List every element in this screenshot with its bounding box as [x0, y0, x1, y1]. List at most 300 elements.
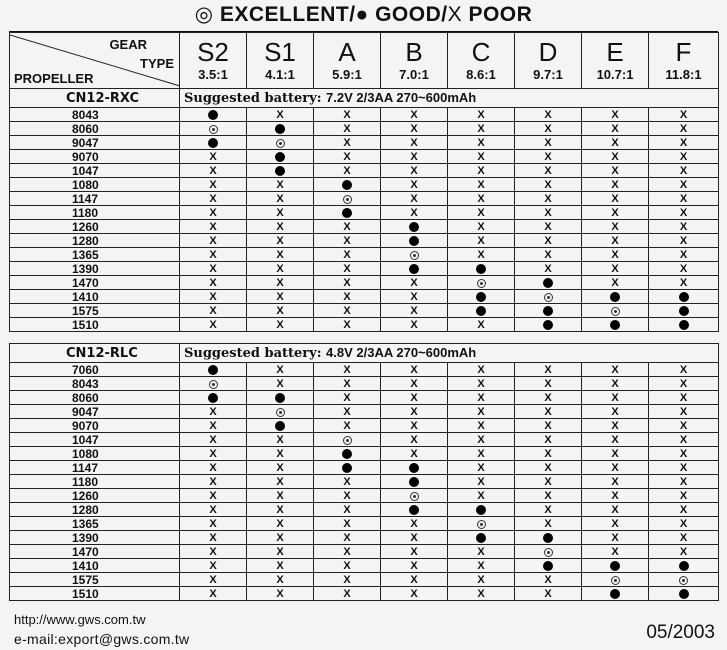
poor-x-icon: X	[544, 235, 552, 247]
table-row	[10, 108, 719, 122]
rating-cell	[247, 262, 314, 276]
rating-cell	[180, 503, 247, 517]
rating-cell	[314, 192, 381, 206]
propeller-size: 1365	[10, 248, 180, 262]
rating-cell	[515, 150, 582, 164]
poor-x-icon: X	[209, 249, 217, 261]
poor-x-icon: X	[276, 560, 284, 572]
table-row	[10, 531, 719, 545]
poor-x-icon: X	[276, 462, 284, 474]
rating-cell	[582, 489, 649, 503]
rating-cell	[649, 475, 719, 489]
poor-x-icon: X	[410, 291, 418, 303]
poor-x-icon: X	[276, 221, 284, 233]
table-row	[10, 248, 719, 262]
poor-x-icon: X	[477, 179, 485, 191]
rating-cell	[448, 405, 515, 419]
poor-x-icon: X	[276, 546, 284, 558]
poor-x-icon: X	[611, 364, 619, 376]
rating-cell	[582, 363, 649, 377]
table-row	[10, 461, 719, 475]
poor-x-icon: X	[544, 123, 552, 135]
poor-x-icon: X	[209, 434, 217, 446]
poor-x-icon: X	[611, 392, 619, 404]
poor-x-icon: X	[611, 263, 619, 275]
rating-cell	[582, 405, 649, 419]
rating-cell	[381, 150, 448, 164]
rating-cell	[381, 290, 448, 304]
poor-x-icon: X	[679, 109, 688, 121]
rating-cell	[649, 559, 719, 573]
poor-x-icon: X	[209, 406, 217, 418]
poor-x-icon: X	[276, 319, 284, 331]
propeller-size: 1575	[10, 573, 180, 587]
gear-ratio: 8.6:1	[466, 67, 496, 82]
rating-cell	[448, 192, 515, 206]
poor-x-icon: X	[343, 392, 351, 404]
poor-x-icon: X	[343, 277, 351, 289]
poor-x-icon: X	[679, 420, 688, 432]
gear-code: D	[538, 37, 558, 67]
poor-x-icon: X	[209, 291, 217, 303]
rating-cell	[515, 559, 582, 573]
rating-cell	[515, 517, 582, 531]
rating-cell	[649, 489, 719, 503]
rating-cell	[649, 150, 719, 164]
excellent-circle-icon	[544, 293, 553, 302]
rating-cell	[381, 178, 448, 192]
rating-cell	[247, 391, 314, 405]
poor-x-icon: X	[679, 532, 688, 544]
rating-cell	[247, 290, 314, 304]
propeller-size: 1180	[10, 206, 180, 220]
rating-cell	[448, 248, 515, 262]
table-row	[10, 262, 719, 276]
rating-cell	[649, 503, 719, 517]
rating-cell	[381, 517, 448, 531]
table-row	[10, 234, 719, 248]
poor-symbol-icon: X	[447, 3, 463, 26]
rating-cell	[582, 377, 649, 391]
battery-spec: 4.8V 2/3AA 270~600mAh	[326, 345, 477, 360]
poor-x-icon: X	[343, 504, 351, 516]
poor-x-icon: X	[611, 518, 619, 530]
poor-x-icon: X	[343, 151, 351, 163]
good-dot-icon	[679, 561, 689, 571]
good-dot-icon	[342, 180, 352, 190]
poor-x-icon: X	[410, 588, 418, 600]
rating-cell	[314, 559, 381, 573]
poor-x-icon: X	[544, 434, 552, 446]
table-row	[10, 136, 719, 150]
poor-x-icon: X	[477, 574, 485, 586]
rating-cell	[649, 206, 719, 220]
propeller-size: 1390	[10, 531, 180, 545]
poor-x-icon: X	[276, 448, 284, 460]
rating-cell	[448, 276, 515, 290]
rating-cell	[180, 419, 247, 433]
rating-cell	[582, 108, 649, 122]
rating-cell	[515, 363, 582, 377]
rating-cell	[448, 503, 515, 517]
propeller-size: 9070	[10, 419, 180, 433]
rating-cell	[314, 234, 381, 248]
rating-cell	[314, 447, 381, 461]
rating-cell	[649, 122, 719, 136]
rating-cell	[448, 573, 515, 587]
rating-cell	[381, 559, 448, 573]
poor-x-icon: X	[343, 490, 351, 502]
rating-cell	[247, 531, 314, 545]
good-dot-icon	[275, 124, 285, 134]
poor-x-icon: X	[343, 109, 351, 121]
poor-x-icon: X	[679, 462, 688, 474]
rating-cell	[649, 517, 719, 531]
good-dot-icon	[679, 306, 689, 316]
gear-header-row	[10, 33, 719, 89]
date-text: 05/2003	[646, 622, 715, 643]
propeller-size: 1510	[10, 318, 180, 332]
poor-x-icon: X	[209, 504, 217, 516]
rating-cell	[515, 206, 582, 220]
rating-cell	[247, 489, 314, 503]
poor-x-icon: X	[611, 448, 619, 460]
poor-x-icon: X	[410, 207, 418, 219]
poor-x-icon: X	[343, 165, 351, 177]
good-dot-icon	[543, 320, 553, 330]
gear-code: C	[471, 37, 491, 67]
poor-x-icon: X	[544, 490, 552, 502]
poor-x-icon: X	[611, 179, 619, 191]
rating-cell	[582, 234, 649, 248]
poor-x-icon: X	[209, 588, 217, 600]
propeller-size: 1260	[10, 489, 180, 503]
rating-cell	[314, 517, 381, 531]
good-dot-icon	[275, 393, 285, 403]
rating-cell	[381, 136, 448, 150]
poor-x-icon: X	[679, 504, 688, 516]
rlc-table	[9, 343, 719, 601]
rating-cell	[515, 304, 582, 318]
poor-x-icon: X	[410, 392, 418, 404]
good-dot-icon	[610, 589, 620, 599]
rating-cell	[381, 363, 448, 377]
rating-cell	[515, 276, 582, 290]
rating-cell	[515, 220, 582, 234]
poor-x-icon: X	[276, 476, 284, 488]
poor-x-icon: X	[544, 193, 552, 205]
propeller-size: 1410	[10, 290, 180, 304]
rating-cell	[448, 559, 515, 573]
rating-cell	[381, 248, 448, 262]
propeller-size: 9070	[10, 150, 180, 164]
rating-cell	[582, 150, 649, 164]
gear-code: B	[405, 37, 423, 67]
propeller-size: 1575	[10, 304, 180, 318]
rating-cell	[582, 461, 649, 475]
rating-cell	[448, 475, 515, 489]
rating-cell	[448, 178, 515, 192]
good-dot-icon	[409, 505, 419, 515]
poor-x-icon: X	[477, 420, 485, 432]
rating-cell	[649, 405, 719, 419]
poor-x-icon: X	[343, 249, 351, 261]
poor-x-icon: X	[544, 378, 552, 390]
table-row	[10, 220, 719, 234]
poor-x-icon: X	[410, 434, 418, 446]
gear-code: S2	[197, 37, 229, 67]
poor-x-icon: X	[343, 137, 351, 149]
table-row	[10, 587, 719, 601]
rating-cell	[314, 419, 381, 433]
propeller-size: 1147	[10, 461, 180, 475]
rating-cell	[314, 150, 381, 164]
poor-x-icon: X	[477, 560, 485, 572]
rating-cell	[180, 220, 247, 234]
poor-x-icon: X	[679, 378, 688, 390]
poor-x-icon: X	[343, 305, 351, 317]
poor-x-icon: X	[611, 221, 619, 233]
good-dot-icon	[679, 320, 689, 330]
rating-cell	[180, 206, 247, 220]
rating-cell	[381, 405, 448, 419]
good-dot-icon	[409, 477, 419, 487]
rating-cell	[247, 248, 314, 262]
rating-cell	[381, 262, 448, 276]
poor-x-icon: X	[343, 235, 351, 247]
rating-cell	[381, 419, 448, 433]
poor-x-icon: X	[544, 448, 552, 460]
battery-note	[180, 344, 719, 363]
poor-x-icon: X	[343, 518, 351, 530]
table-row	[10, 178, 719, 192]
section-header-rlc	[10, 344, 719, 363]
poor-x-icon: X	[611, 137, 619, 149]
poor-x-icon: X	[343, 221, 351, 233]
rating-cell	[448, 318, 515, 332]
poor-x-icon: X	[410, 574, 418, 586]
poor-x-icon: X	[679, 249, 688, 261]
poor-x-icon: X	[410, 109, 418, 121]
poor-x-icon: X	[477, 165, 485, 177]
gear-code: A	[338, 37, 356, 67]
poor-x-icon: X	[410, 277, 418, 289]
rating-cell	[582, 192, 649, 206]
poor-x-icon: X	[410, 378, 418, 390]
rating-cell	[515, 489, 582, 503]
good-dot-icon	[543, 533, 553, 543]
poor-x-icon: X	[611, 277, 619, 289]
rating-cell	[515, 531, 582, 545]
rating-cell	[448, 377, 515, 391]
rxc-rows	[10, 108, 719, 332]
poor-x-icon: X	[209, 179, 217, 191]
good-dot-icon	[208, 365, 218, 375]
rating-cell	[247, 150, 314, 164]
propeller-size: 1080	[10, 178, 180, 192]
poor-x-icon: X	[410, 546, 418, 558]
table-row	[10, 318, 719, 332]
poor-x-icon: X	[611, 123, 619, 135]
rating-cell	[381, 276, 448, 290]
poor-x-icon: X	[410, 406, 418, 418]
good-dot-icon	[610, 292, 620, 302]
poor-x-icon: X	[209, 518, 217, 530]
rating-cell	[180, 391, 247, 405]
rating-cell	[515, 234, 582, 248]
poor-x-icon: X	[544, 221, 552, 233]
gear-ratio: 5.9:1	[332, 67, 362, 82]
poor-x-icon: X	[679, 546, 688, 558]
rating-cell	[314, 461, 381, 475]
rating-cell	[247, 304, 314, 318]
excellent-circle-icon	[544, 548, 553, 557]
poor-x-icon: X	[544, 364, 552, 376]
rating-cell	[381, 108, 448, 122]
good-dot-icon	[476, 264, 486, 274]
good-dot-icon	[476, 306, 486, 316]
poor-x-icon: X	[611, 406, 619, 418]
poor-x-icon: X	[477, 207, 485, 219]
good-dot-icon	[610, 320, 620, 330]
rating-cell	[582, 587, 649, 601]
good-dot-icon	[275, 421, 285, 431]
rating-cell	[448, 363, 515, 377]
gear-ratio: 9.7:1	[533, 67, 563, 82]
poor-x-icon: X	[209, 532, 217, 544]
rating-cell	[247, 377, 314, 391]
rating-cell	[448, 108, 515, 122]
table-row	[10, 517, 719, 531]
rating-cell	[515, 405, 582, 419]
poor-x-icon: X	[544, 179, 552, 191]
poor-x-icon: X	[209, 165, 217, 177]
poor-x-icon: X	[544, 504, 552, 516]
rating-cell	[314, 206, 381, 220]
section-name: CN12-RLC	[10, 344, 180, 363]
rating-cell	[381, 531, 448, 545]
poor-x-icon: X	[209, 574, 217, 586]
poor-x-icon: X	[679, 165, 688, 177]
rating-cell	[515, 108, 582, 122]
gear-ratio: 10.7:1	[596, 67, 634, 82]
propeller-size: 1280	[10, 234, 180, 248]
poor-x-icon: X	[410, 518, 418, 530]
rating-cell	[247, 192, 314, 206]
rating-cell	[649, 178, 719, 192]
battery-label: Suggested battery:	[184, 346, 322, 361]
rating-cell	[247, 559, 314, 573]
gear-code: E	[606, 37, 624, 67]
excellent-circle-icon	[477, 279, 486, 288]
rating-cell	[515, 318, 582, 332]
rating-cell	[247, 405, 314, 419]
rating-cell	[582, 475, 649, 489]
poor-x-icon: X	[544, 518, 552, 530]
rating-cell	[582, 178, 649, 192]
rating-cell	[247, 136, 314, 150]
rating-cell	[649, 276, 719, 290]
rating-cell	[314, 489, 381, 503]
rating-cell	[515, 192, 582, 206]
poor-x-icon: X	[209, 490, 217, 502]
poor-x-icon: X	[343, 123, 351, 135]
legend	[0, 2, 727, 28]
table-row	[10, 559, 719, 573]
section-name: CN12-RXC	[10, 89, 180, 108]
poor-x-icon: X	[611, 193, 619, 205]
rating-cell	[180, 136, 247, 150]
rating-cell	[247, 178, 314, 192]
rating-cell	[180, 447, 247, 461]
poor-x-icon: X	[544, 151, 552, 163]
rating-cell	[180, 475, 247, 489]
propeller-size: 1365	[10, 517, 180, 531]
rating-cell	[649, 318, 719, 332]
poor-x-icon: X	[611, 207, 619, 219]
poor-x-icon: X	[209, 277, 217, 289]
rating-cell	[381, 304, 448, 318]
table-row	[10, 475, 719, 489]
rating-cell	[314, 122, 381, 136]
rating-cell	[314, 475, 381, 489]
poor-x-icon: X	[679, 364, 688, 376]
rating-cell	[180, 489, 247, 503]
rating-cell	[649, 587, 719, 601]
rating-cell	[515, 122, 582, 136]
rating-cell	[649, 304, 719, 318]
poor-x-icon: X	[679, 207, 688, 219]
poor-x-icon: X	[477, 123, 485, 135]
rating-cell	[448, 461, 515, 475]
type-label: TYPE	[140, 56, 174, 71]
rating-cell	[649, 377, 719, 391]
rating-cell	[649, 531, 719, 545]
propeller-size: 1260	[10, 220, 180, 234]
rating-cell	[381, 447, 448, 461]
rating-cell	[448, 164, 515, 178]
propeller-size: 1180	[10, 475, 180, 489]
poor-x-icon: X	[477, 235, 485, 247]
rating-cell	[649, 363, 719, 377]
rating-cell	[180, 517, 247, 531]
excellent-label: EXCELLENT/	[219, 3, 356, 26]
compatibility-sheet	[9, 31, 718, 601]
rating-cell	[314, 164, 381, 178]
rating-cell	[582, 136, 649, 150]
rating-cell	[180, 461, 247, 475]
poor-x-icon: X	[679, 235, 688, 247]
rating-cell	[582, 503, 649, 517]
rating-cell	[582, 262, 649, 276]
poor-x-icon: X	[544, 165, 552, 177]
rating-cell	[515, 545, 582, 559]
poor-x-icon: X	[679, 277, 688, 289]
table-row	[10, 489, 719, 503]
poor-x-icon: X	[209, 546, 217, 558]
good-dot-icon	[543, 561, 553, 571]
rating-cell	[448, 136, 515, 150]
poor-x-icon: X	[410, 305, 418, 317]
rating-cell	[381, 545, 448, 559]
rating-cell	[180, 276, 247, 290]
poor-x-icon: X	[410, 137, 418, 149]
rating-cell	[180, 587, 247, 601]
poor-x-icon: X	[477, 221, 485, 233]
rating-cell	[582, 447, 649, 461]
rating-cell	[515, 419, 582, 433]
poor-x-icon: X	[343, 319, 351, 331]
